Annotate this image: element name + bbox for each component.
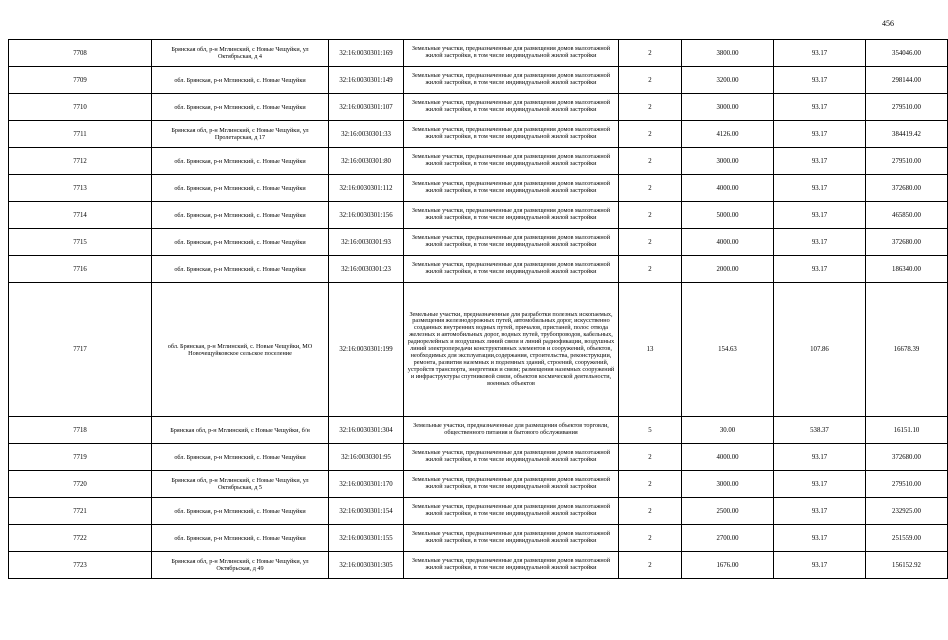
cadastral-number-cell: 32:16:0030301:107 xyxy=(329,94,404,121)
use-group-code-cell: 2 xyxy=(619,67,682,94)
row-number-cell: 7719 xyxy=(9,444,152,471)
cadastral-number-cell: 32:16:0030301:95 xyxy=(329,444,404,471)
table-row xyxy=(9,525,948,552)
table-row xyxy=(9,417,948,444)
cadastral-number-cell: 32:16:0030301:170 xyxy=(329,471,404,498)
area-cell: 154.63 xyxy=(682,283,774,417)
land-use-cell: Земельные участки, предназначенные для размещения домов малоэтажной жилой застройки, в том числе индивидуальной жилой застройки xyxy=(404,202,619,229)
area-cell: 4000.00 xyxy=(682,229,774,256)
use-group-code-cell: 2 xyxy=(619,202,682,229)
cadastral-value-cell: 186340.00 xyxy=(866,256,948,283)
row-number-cell: 7721 xyxy=(9,498,152,525)
row-number-cell: 7708 xyxy=(9,40,152,67)
row-number-cell: 7714 xyxy=(9,202,152,229)
cadastral-number-cell: 32:16:0030301:199 xyxy=(329,283,404,417)
specific-value-cell: 107.86 xyxy=(774,283,866,417)
land-use-cell: Земельные участки, предназначенные для размещения домов малоэтажной жилой застройки, в том числе индивидуальной жилой застройки xyxy=(404,256,619,283)
land-use-cell: Земельные участки, предназначенные для размещения объектов торговли, общественного питания и бытового обслуживания xyxy=(404,417,619,444)
specific-value-cell: 93.17 xyxy=(774,471,866,498)
use-group-code-cell: 2 xyxy=(619,94,682,121)
area-cell: 2700.00 xyxy=(682,525,774,552)
address-cell: обл. Брянская, р-н Мглинский, с. Новые Чещуйки xyxy=(152,444,329,471)
address-cell: Брянская обл, р-н Мглинский, с Новые Чещуйки, ул Пролетарская, д 17 xyxy=(152,121,329,148)
table-row xyxy=(9,148,948,175)
table-body xyxy=(9,40,948,579)
use-group-code-cell: 2 xyxy=(619,148,682,175)
use-group-code-cell: 2 xyxy=(619,444,682,471)
use-group-code-cell: 2 xyxy=(619,175,682,202)
cadastral-value-cell: 156152.92 xyxy=(866,552,948,579)
land-use-cell: Земельные участки, предназначенные для размещения домов малоэтажной жилой застройки, в том числе индивидуальной жилой застройки xyxy=(404,552,619,579)
row-number-cell: 7722 xyxy=(9,525,152,552)
cadastral-value-cell: 232925.00 xyxy=(866,498,948,525)
table-row xyxy=(9,552,948,579)
land-use-cell: Земельные участки, предназначенные для размещения домов малоэтажной жилой застройки, в том числе индивидуальной жилой застройки xyxy=(404,229,619,256)
use-group-code-cell: 2 xyxy=(619,471,682,498)
address-cell: обл. Брянская, р-н Мглинский, с. Новые Чещуйки xyxy=(152,498,329,525)
specific-value-cell: 93.17 xyxy=(774,148,866,175)
address-cell: Брянская обл, р-н Мглинский, с Новые Чещуйки, ул Октябрьская, д 5 xyxy=(152,471,329,498)
specific-value-cell: 93.17 xyxy=(774,67,866,94)
use-group-code-cell: 2 xyxy=(619,498,682,525)
land-use-cell: Земельные участки, предназначенные для размещения домов малоэтажной жилой застройки, в том числе индивидуальной жилой застройки xyxy=(404,121,619,148)
table-row xyxy=(9,202,948,229)
table-row xyxy=(9,67,948,94)
cadastral-value-cell: 279510.00 xyxy=(866,94,948,121)
specific-value-cell: 93.17 xyxy=(774,175,866,202)
cadastral-value-cell: 372680.00 xyxy=(866,175,948,202)
address-cell: обл. Брянская, р-н Мглинский, с. Новые Чещуйки xyxy=(152,148,329,175)
area-cell: 4000.00 xyxy=(682,175,774,202)
row-number-cell: 7710 xyxy=(9,94,152,121)
specific-value-cell: 538.37 xyxy=(774,417,866,444)
cadastral-number-cell: 32:16:0030301:154 xyxy=(329,498,404,525)
land-use-cell: Земельные участки, предназначенные для разработки полезных ископаемых, размещения железнодорожных путей, автомобильных дорог, искусственно созданных внутренних водных путей, причалов, пристаней, полос отвода железных и автомобильных дорог, водных путей, трубопроводов, кабельных, радиорелейных и воздушных линий связи и линий радиофикации, воздушных линий электропередачи конструктивных элементов и сооружений, объектов, необходимых для эксплуатации,содержания, строительства, реконструкции, ремонта, развития наземных и подземных зданий, строений, сооружений, устройств транспорта, энергетики и связи; размещения наземных сооружений и инфраструктуры спутниковой связи, объектов космической деятельности, военных объектов xyxy=(404,283,619,417)
row-number-cell: 7709 xyxy=(9,67,152,94)
area-cell: 3200.00 xyxy=(682,67,774,94)
specific-value-cell: 93.17 xyxy=(774,552,866,579)
specific-value-cell: 93.17 xyxy=(774,202,866,229)
row-number-cell: 7715 xyxy=(9,229,152,256)
use-group-code-cell: 5 xyxy=(619,417,682,444)
cadastral-number-cell: 32:16:0030301:304 xyxy=(329,417,404,444)
specific-value-cell: 93.17 xyxy=(774,121,866,148)
address-cell: обл. Брянская, р-н Мглинский, с. Новые Чещуйки, МО Новочещуйковское сельское поселение xyxy=(152,283,329,417)
land-use-cell: Земельные участки, предназначенные для размещения домов малоэтажной жилой застройки, в том числе индивидуальной жилой застройки xyxy=(404,471,619,498)
use-group-code-cell: 2 xyxy=(619,525,682,552)
table-row xyxy=(9,121,948,148)
page-number: 456 xyxy=(882,19,894,28)
land-use-cell: Земельные участки, предназначенные для размещения домов малоэтажной жилой застройки, в том числе индивидуальной жилой застройки xyxy=(404,444,619,471)
cadastral-value-cell: 279510.00 xyxy=(866,148,948,175)
address-cell: Брянская обл, р-н Мглинский, с Новые Чещуйки, ул Октябрьская, д 4 xyxy=(152,40,329,67)
area-cell: 4126.00 xyxy=(682,121,774,148)
land-use-cell: Земельные участки, предназначенные для размещения домов малоэтажной жилой застройки, в том числе индивидуальной жилой застройки xyxy=(404,498,619,525)
row-number-cell: 7718 xyxy=(9,417,152,444)
cadastral-value-cell: 279510.00 xyxy=(866,471,948,498)
land-use-cell: Земельные участки, предназначенные для размещения домов малоэтажной жилой застройки, в том числе индивидуальной жилой застройки xyxy=(404,175,619,202)
cadastral-number-cell: 32:16:0030301:112 xyxy=(329,175,404,202)
cadastral-value-cell: 465850.00 xyxy=(866,202,948,229)
area-cell: 30.00 xyxy=(682,417,774,444)
row-number-cell: 7720 xyxy=(9,471,152,498)
table-row xyxy=(9,256,948,283)
area-cell: 4000.00 xyxy=(682,444,774,471)
area-cell: 3000.00 xyxy=(682,148,774,175)
cadastral-value-cell: 16678.39 xyxy=(866,283,948,417)
specific-value-cell: 93.17 xyxy=(774,229,866,256)
specific-value-cell: 93.17 xyxy=(774,40,866,67)
use-group-code-cell: 2 xyxy=(619,552,682,579)
use-group-code-cell: 2 xyxy=(619,40,682,67)
address-cell: обл. Брянская, р-н Мглинский, с. Новые Чещуйки xyxy=(152,67,329,94)
specific-value-cell: 93.17 xyxy=(774,498,866,525)
cadastral-value-cell: 384419.42 xyxy=(866,121,948,148)
cadastral-value-cell: 251559.00 xyxy=(866,525,948,552)
cadastral-number-cell: 32:16:0030301:80 xyxy=(329,148,404,175)
cadastral-value-cell: 298144.00 xyxy=(866,67,948,94)
table-row xyxy=(9,471,948,498)
address-cell: обл. Брянская, р-н Мглинский, с. Новые Чещуйки xyxy=(152,229,329,256)
table-row xyxy=(9,94,948,121)
land-parcels-table xyxy=(8,39,948,579)
address-cell: обл. Брянская, р-н Мглинский, с. Новые Чещуйки xyxy=(152,256,329,283)
address-cell: Брянская обл, р-н Мглинский, с Новые Чещуйки, ул Октябрьская, д 49 xyxy=(152,552,329,579)
row-number-cell: 7712 xyxy=(9,148,152,175)
address-cell: обл. Брянская, р-н Мглинский, с. Новые Чещуйки xyxy=(152,202,329,229)
table-row xyxy=(9,444,948,471)
cadastral-number-cell: 32:16:0030301:23 xyxy=(329,256,404,283)
specific-value-cell: 93.17 xyxy=(774,525,866,552)
row-number-cell: 7713 xyxy=(9,175,152,202)
cadastral-number-cell: 32:16:0030301:33 xyxy=(329,121,404,148)
table-row xyxy=(9,40,948,67)
area-cell: 1676.00 xyxy=(682,552,774,579)
use-group-code-cell: 2 xyxy=(619,229,682,256)
address-cell: обл. Брянская, р-н Мглинский, с. Новые Чещуйки xyxy=(152,94,329,121)
address-cell: обл. Брянская, р-н Мглинский, с. Новые Чещуйки xyxy=(152,525,329,552)
use-group-code-cell: 2 xyxy=(619,256,682,283)
cadastral-number-cell: 32:16:0030301:149 xyxy=(329,67,404,94)
land-use-cell: Земельные участки, предназначенные для размещения домов малоэтажной жилой застройки, в том числе индивидуальной жилой застройки xyxy=(404,67,619,94)
table-row xyxy=(9,175,948,202)
row-number-cell: 7711 xyxy=(9,121,152,148)
cadastral-number-cell: 32:16:0030301:305 xyxy=(329,552,404,579)
cadastral-number-cell: 32:16:0030301:156 xyxy=(329,202,404,229)
area-cell: 2500.00 xyxy=(682,498,774,525)
land-use-cell: Земельные участки, предназначенные для размещения домов малоэтажной жилой застройки, в том числе индивидуальной жилой застройки xyxy=(404,94,619,121)
area-cell: 3000.00 xyxy=(682,471,774,498)
cadastral-value-cell: 16151.10 xyxy=(866,417,948,444)
area-cell: 5000.00 xyxy=(682,202,774,229)
address-cell: Брянская обл, р-н Мглинский, с Новые Чещуйки, б/н xyxy=(152,417,329,444)
specific-value-cell: 93.17 xyxy=(774,444,866,471)
use-group-code-cell: 13 xyxy=(619,283,682,417)
land-use-cell: Земельные участки, предназначенные для размещения домов малоэтажной жилой застройки, в том числе индивидуальной жилой застройки xyxy=(404,525,619,552)
table-row xyxy=(9,283,948,417)
cadastral-value-cell: 372680.00 xyxy=(866,444,948,471)
area-cell: 3800.00 xyxy=(682,40,774,67)
table-row xyxy=(9,498,948,525)
land-use-cell: Земельные участки, предназначенные для размещения домов малоэтажной жилой застройки, в том числе индивидуальной жилой застройки xyxy=(404,40,619,67)
cadastral-number-cell: 32:16:0030301:169 xyxy=(329,40,404,67)
specific-value-cell: 93.17 xyxy=(774,94,866,121)
specific-value-cell: 93.17 xyxy=(774,256,866,283)
cadastral-number-cell: 32:16:0030301:93 xyxy=(329,229,404,256)
address-cell: обл. Брянская, р-н Мглинский, с. Новые Чещуйки xyxy=(152,175,329,202)
row-number-cell: 7717 xyxy=(9,283,152,417)
land-use-cell: Земельные участки, предназначенные для размещения домов малоэтажной жилой застройки, в том числе индивидуальной жилой застройки xyxy=(404,148,619,175)
cadastral-value-cell: 354046.00 xyxy=(866,40,948,67)
area-cell: 3000.00 xyxy=(682,94,774,121)
use-group-code-cell: 2 xyxy=(619,121,682,148)
table-row xyxy=(9,229,948,256)
cadastral-number-cell: 32:16:0030301:155 xyxy=(329,525,404,552)
area-cell: 2000.00 xyxy=(682,256,774,283)
cadastral-value-cell: 372680.00 xyxy=(866,229,948,256)
row-number-cell: 7716 xyxy=(9,256,152,283)
row-number-cell: 7723 xyxy=(9,552,152,579)
